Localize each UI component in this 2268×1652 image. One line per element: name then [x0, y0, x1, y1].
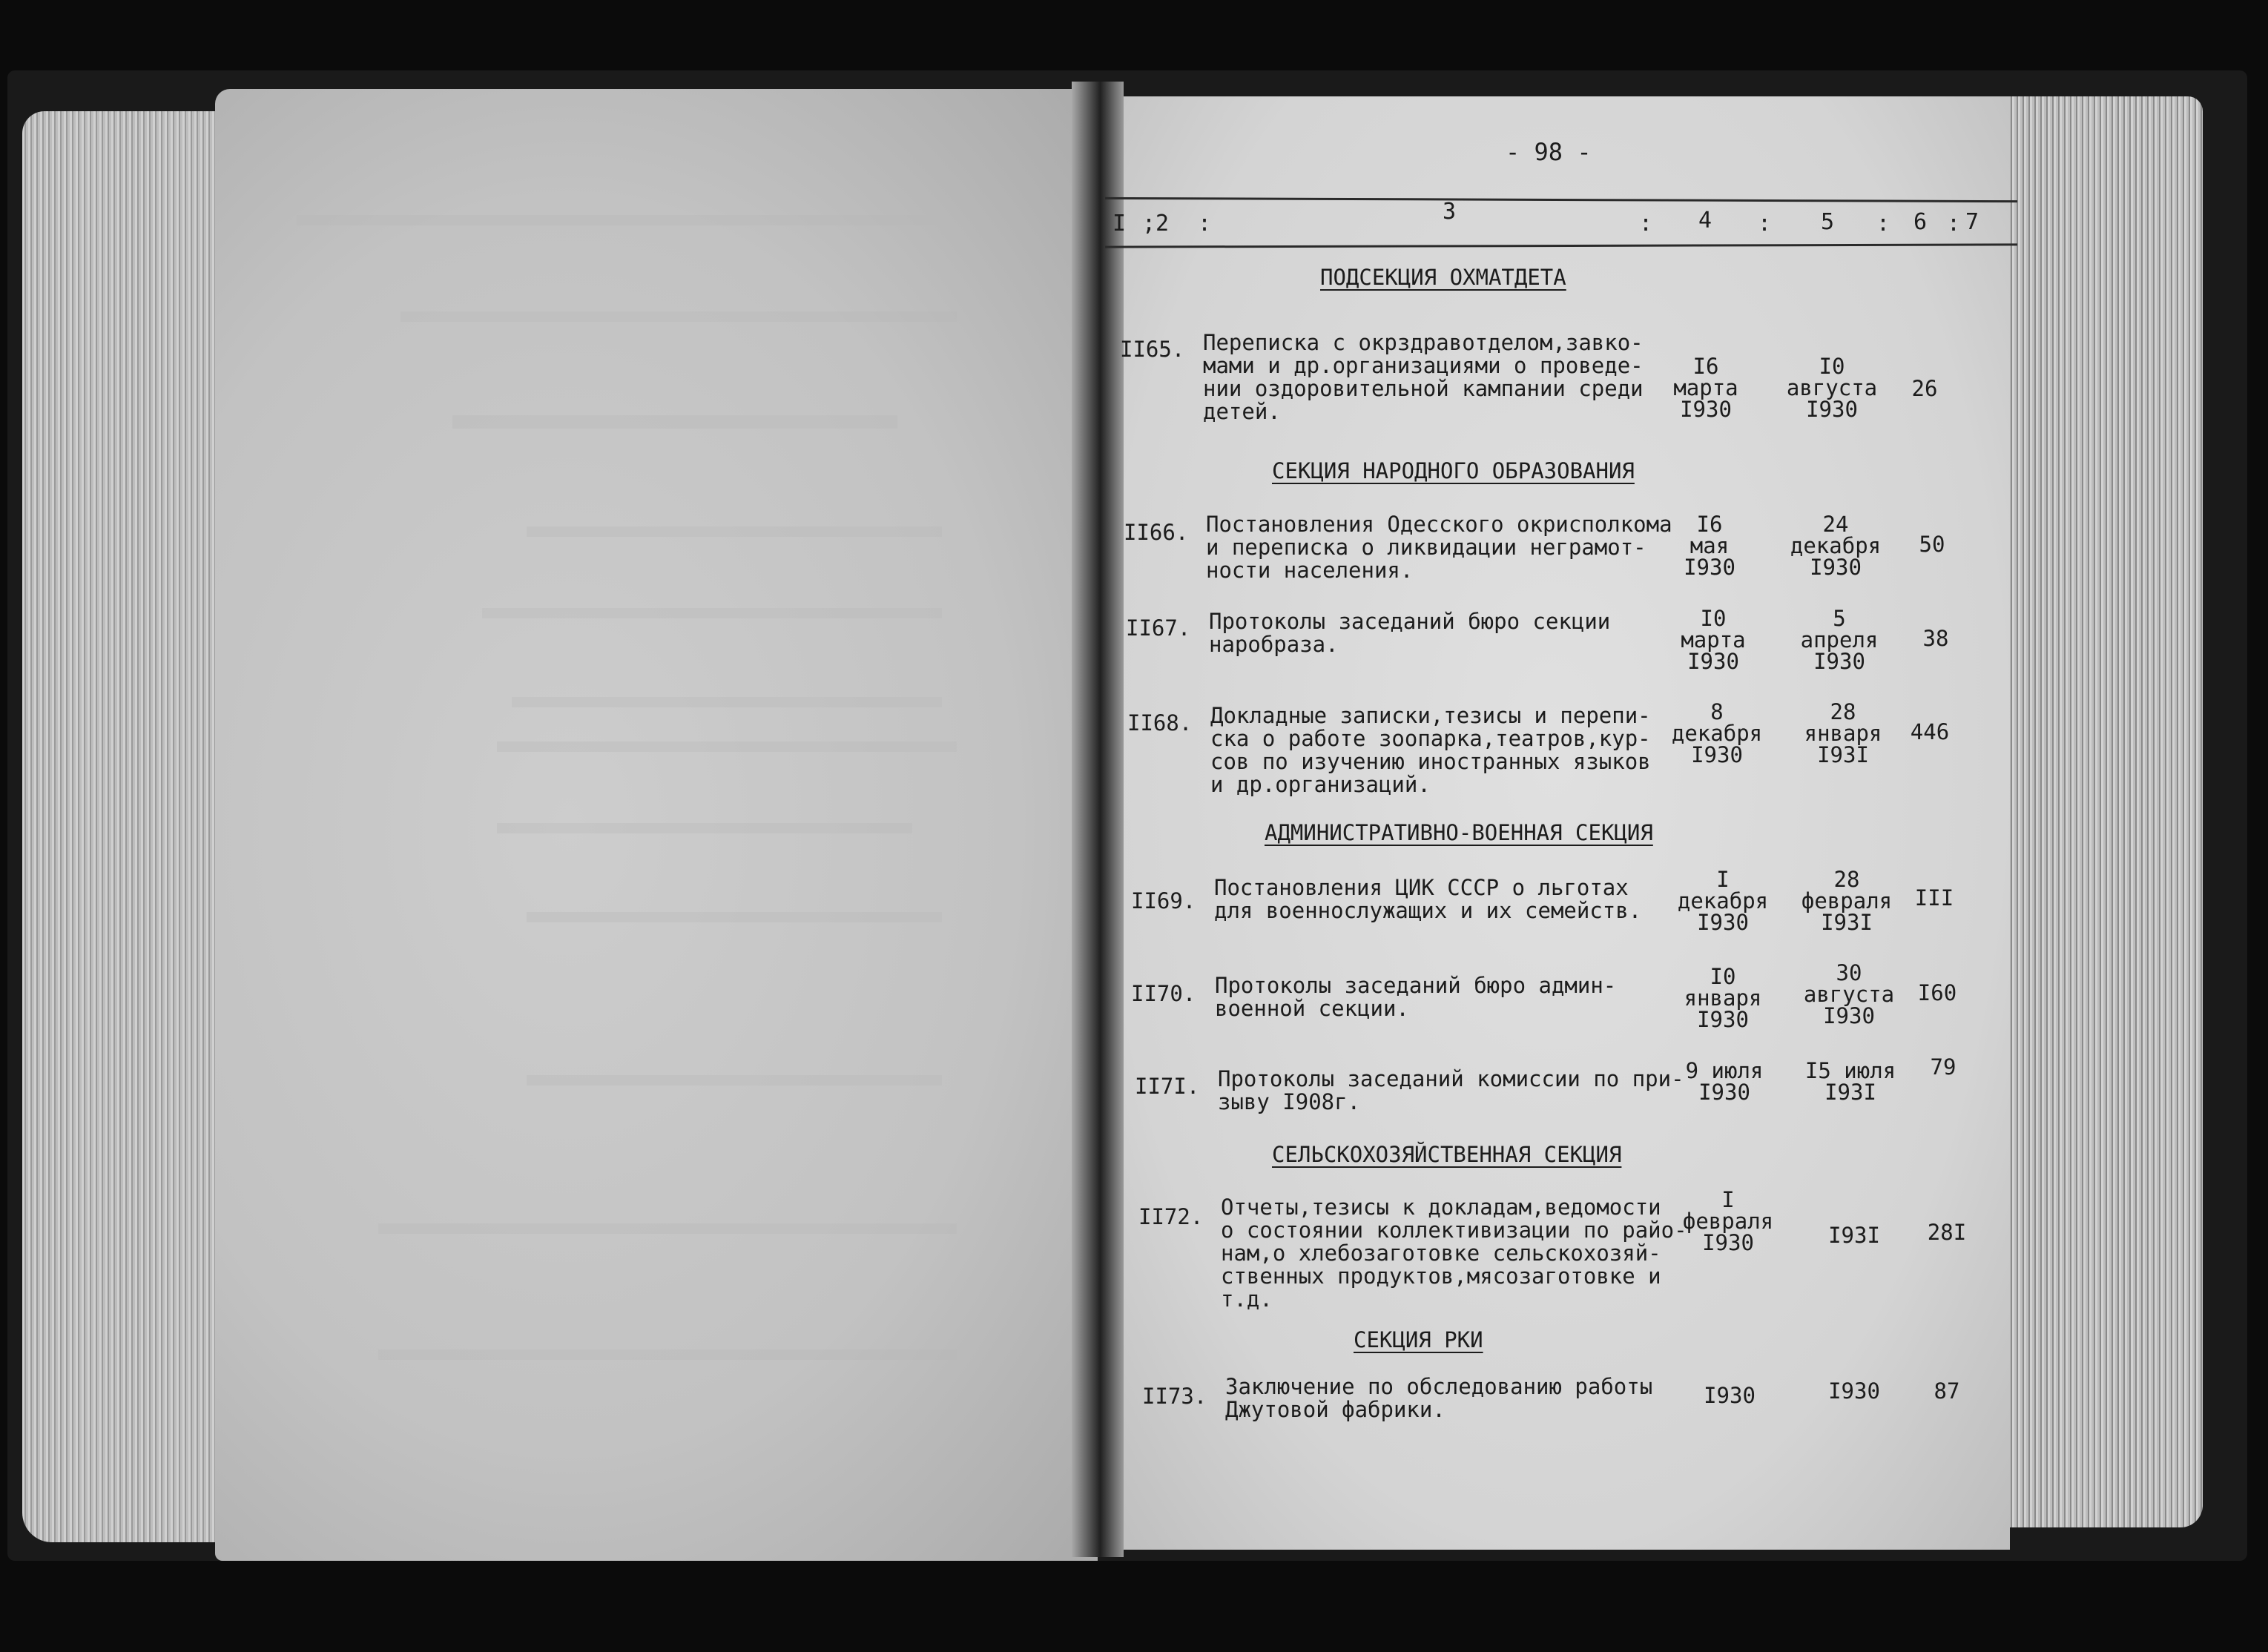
column-header-1: I — [1112, 211, 1127, 237]
entry-end-date: 28 января I93I — [1804, 699, 1882, 767]
left-page-edges — [22, 111, 222, 1542]
entry-number: II67. — [1126, 615, 1191, 641]
entry-sheet-count: 446 — [1910, 719, 1950, 744]
entry-start-date: I6 марта I930 — [1673, 354, 1738, 422]
column-header-5: 5 — [1821, 209, 1835, 235]
column-header-sep2: : — [1639, 211, 1653, 237]
entry-number: II69. — [1131, 888, 1196, 913]
entry-description: Заключение по обследованию работы Джутовой фабрики. — [1225, 1374, 1653, 1422]
entry-start-date: I февраля I930 — [1682, 1187, 1774, 1255]
entry-end-date: I93I — [1828, 1223, 1880, 1248]
entry-sheet-count: 50 — [1919, 532, 1945, 557]
column-header-sep4: : — [1876, 211, 1890, 237]
entry-sheet-count: 26 — [1911, 376, 1938, 401]
column-header-7: 7 — [1965, 209, 1979, 235]
book-gutter — [1072, 82, 1127, 1557]
entry-description: Протоколы заседаний бюро секции наробраза. — [1209, 609, 1611, 657]
entry-number: II72. — [1138, 1204, 1204, 1229]
column-header-sep5: : — [1947, 211, 1961, 237]
section-heading: АДМИНИСТРАТИВНО-ВОЕННАЯ СЕКЦИЯ — [1265, 820, 1653, 845]
section-heading: СЕКЦИЯ НАРОДНОГО ОБРАЗОВАНИЯ — [1272, 458, 1635, 483]
right-page-edges — [2002, 96, 2203, 1527]
entry-description: Отчеты,тезисы к докладам,ведомости о состоянии коллективизации по райо- нам,о хлебозаготовке сельскохозяй- ственных продуктов,мясозаготовке и т.д. — [1221, 1195, 1687, 1312]
entry-description: Переписка с окрздравотделом,завко- мами и др.организациями о проведе- нии оздоровительной кампании среди детей. — [1203, 330, 1644, 424]
entry-description: Постановления Одесского окрисполкома и переписка о ликвидации неграмот- ности населения. — [1206, 512, 1672, 583]
entry-description: Протоколы заседаний комиссии по при- зыву I908г. — [1218, 1066, 1684, 1114]
entry-description: Постановления ЦИК СССР о льготах для военнослужащих и их семейств. — [1214, 875, 1642, 923]
entry-end-date: I0 августа I930 — [1786, 354, 1878, 422]
entry-sheet-count: 87 — [1934, 1378, 1960, 1404]
entry-sheet-count: 28I — [1927, 1220, 1967, 1245]
entry-end-date: 30 августа I930 — [1803, 960, 1895, 1028]
entry-end-date: 24 декабря I930 — [1790, 512, 1882, 580]
entry-start-date: 9 июля I930 — [1685, 1058, 1764, 1105]
column-header-sep3: : — [1758, 211, 1772, 237]
entry-sheet-count: I60 — [1917, 980, 1957, 1005]
entry-number: II7I. — [1135, 1074, 1200, 1099]
entry-description: Протоколы заседаний бюро админ- военной секции. — [1215, 973, 1617, 1021]
entry-description: Докладные записки,тезисы и перепи- ска о работе зоопарка,театров,кур- сов по изучению иностранных языков и др.организаций. — [1210, 703, 1651, 797]
entry-end-date: 28 февраля I93I — [1801, 867, 1893, 935]
entry-end-date: I5 июля I93I — [1804, 1058, 1896, 1105]
entry-number: II65. — [1120, 337, 1185, 362]
entry-sheet-count: III — [1914, 885, 1954, 911]
column-header-6: 6 — [1913, 209, 1928, 235]
entry-start-date: I декабря I930 — [1677, 867, 1769, 935]
entry-number: II66. — [1124, 520, 1189, 545]
column-header-2: ;2 — [1142, 211, 1170, 237]
entry-sheet-count: 79 — [1930, 1054, 1957, 1080]
section-heading: СЕЛЬСКОХОЗЯЙСТВЕННАЯ СЕКЦИЯ — [1272, 1142, 1622, 1167]
section-heading: СЕКЦИЯ РКИ — [1354, 1327, 1483, 1352]
column-header-sep1: : — [1198, 211, 1212, 237]
entry-sheet-count: 38 — [1922, 626, 1949, 651]
entry-start-date: I0 января I930 — [1684, 964, 1762, 1032]
entry-start-date: I0 марта I930 — [1681, 606, 1746, 674]
entry-number: II73. — [1142, 1384, 1207, 1409]
entry-number: II68. — [1127, 710, 1193, 736]
entry-start-date: I930 — [1704, 1383, 1756, 1408]
entry-end-date: 5 апреля I930 — [1800, 606, 1879, 674]
left-page — [215, 89, 1098, 1561]
entry-end-date: I930 — [1828, 1378, 1880, 1404]
entry-number: II70. — [1131, 981, 1196, 1006]
entry-start-date: 8 декабря I930 — [1671, 699, 1763, 767]
page-number: - 98 - — [1506, 138, 1592, 166]
column-header-4: 4 — [1698, 208, 1712, 234]
entry-start-date: I6 мая I930 — [1684, 512, 1735, 580]
section-heading: ПОДСЕКЦИЯ ОХМАТДЕТА — [1320, 265, 1566, 290]
column-header-3: 3 — [1443, 199, 1457, 225]
